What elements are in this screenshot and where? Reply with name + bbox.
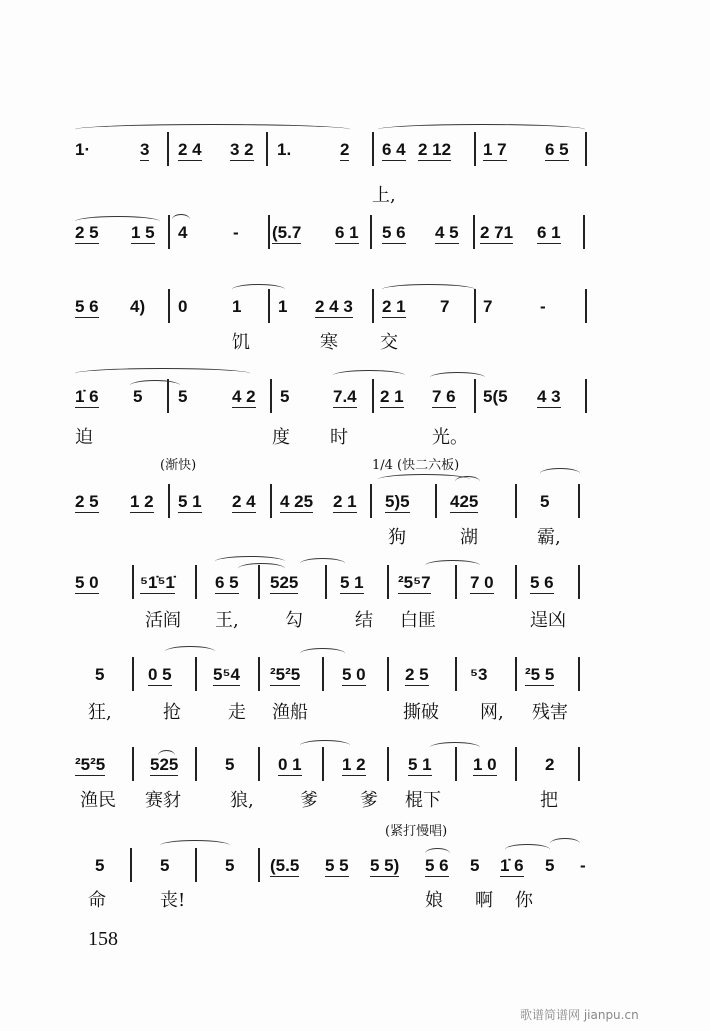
tempo-annotation: 1/4 (快二六板) [372,458,460,473]
barline [167,132,169,166]
barline [270,484,272,518]
note-group: - [233,223,239,242]
tempo-annotation: (渐快) [160,458,197,473]
note-group: (5.7 [272,223,302,242]
note-group: 525 [270,573,299,592]
lyric: 渔船 [272,702,308,723]
note-group: 5 [178,387,188,406]
note-group: 5 0 [75,573,99,592]
slur-mark [130,380,180,391]
note-group: 5)5 [385,492,410,511]
note-group: 5 0 [342,665,366,684]
note-group: 3 2 [230,140,254,159]
lyric: 结 [355,610,373,631]
note-group: 5 [95,665,105,684]
note-group: 5 [540,492,550,511]
barline [372,289,374,323]
note-group: 5 [545,856,555,875]
barline [578,657,580,691]
barline [258,848,260,882]
note-group: 6 5 [545,140,569,159]
note-group: ²5 5 [525,665,555,684]
lyric: 网, [480,702,504,723]
barline [266,132,268,166]
note-group: - [540,297,546,316]
lyric: 时 [330,427,348,448]
slur-mark [172,214,190,225]
lyric: 抢 [163,702,181,723]
note-group: ²5⁵7 [398,573,431,592]
slur-mark [382,284,475,295]
barline [387,747,389,781]
slur-mark [75,124,350,135]
note-group: 5 5 [325,856,349,875]
barline [270,379,272,413]
lyric: 赛豺 [145,790,181,811]
lyric: 光。 [432,427,468,448]
barline [515,565,517,599]
barline [268,215,270,249]
barline [130,848,132,882]
lyric: 上, [372,185,396,206]
note-group: 4 5 [435,223,459,242]
note-group: 4) [130,297,146,316]
note-group: 7 6 [432,387,456,406]
note-group: ²5²5 [270,665,301,684]
barline [195,565,197,599]
barline [168,215,170,249]
note-group: 2 1 [380,387,404,406]
note-group: 5 [133,387,143,406]
barline [387,565,389,599]
note-group: 4 3 [537,387,561,406]
note-group: 1· [75,140,91,159]
lyric: 霸, [537,527,561,548]
note-group: 5 1 [340,573,364,592]
note-group: 6 4 [382,140,406,159]
slur-mark [425,848,450,859]
lyric: 狂, [88,702,112,723]
note-group: 2 5 [75,223,99,242]
slur-mark [550,838,580,849]
slur-mark [75,368,250,379]
note-group: 7 [483,297,493,316]
note-group: 1 5 [131,223,155,242]
slur-mark [430,742,480,753]
barline [132,565,134,599]
lyric: 湖 [460,527,478,548]
note-group: 2 71 [480,223,514,242]
barline [168,484,170,518]
lyric: 命 [88,890,106,911]
note-group: 1 2 [342,755,366,774]
note-group: 5 [160,856,170,875]
note-group: - [580,856,586,875]
note-group: 0 1 [278,755,302,774]
lyric: 逞凶 [530,610,566,631]
note-group: 6 5 [215,573,239,592]
barline [322,747,324,781]
note-group: 1 0 [473,755,497,774]
note-group: 4 2 [232,387,256,406]
barline [578,565,580,599]
lyric: 啊 [475,890,493,911]
barline [372,132,374,166]
lyric: 度 [272,427,290,448]
barline [515,657,517,691]
note-group: 5 6 [75,297,99,316]
note-group: 1 [278,297,288,316]
lyric: 狗 [388,527,406,548]
barline [370,215,372,249]
lyric: 渔民 [80,790,116,811]
barline [583,215,585,249]
note-group: 1 2 [130,492,154,511]
barline [578,484,580,518]
barline [325,565,327,599]
note-group: 2 5 [75,492,99,511]
note-group: 1 [232,297,242,316]
lyric: 寒 [320,332,338,353]
barline [370,484,372,518]
barline [473,215,475,249]
note-group: 1. [277,140,292,159]
barline [258,657,260,691]
lyric: 白匪 [400,610,436,631]
note-group: 5⁵4 [213,665,240,684]
note-group: ²5²5 [75,755,106,774]
note-group: 6 1 [335,223,359,242]
barline [435,484,437,518]
note-group: 4 25 [280,492,314,511]
lyric: 撕破 [403,702,439,723]
barline [195,657,197,691]
note-group: ⁵3 [470,665,488,684]
barline [372,379,374,413]
lyric: 迫 [75,427,93,448]
note-group: 5 [225,856,235,875]
note-group: 5 5) [370,856,400,875]
note-group: 2 12 [418,140,452,159]
barline [387,657,389,691]
note-group: 2 [340,140,350,159]
slur-mark [378,124,585,135]
note-group: 1̇ 6 [500,856,524,875]
barline [132,747,134,781]
barline [515,484,517,518]
note-group: 5 [225,755,235,774]
slur-mark [300,740,350,751]
note-group: 5 6 [530,573,554,592]
note-group: 5 6 [382,223,406,242]
note-group: 4 [178,223,188,242]
note-group: 0 5 [148,665,172,684]
note-group: 2 4 [232,492,256,511]
barline [168,289,170,323]
tempo-annotation: (紧打慢唱) [385,824,448,839]
slur-mark [505,844,550,855]
note-group: 1̇ 6 [75,387,99,406]
lyric: 饥 [232,332,250,353]
note-group: (5.5 [270,856,300,875]
slur-mark [75,216,160,227]
barline [195,848,197,882]
note-group: 2 1 [333,492,357,511]
lyric: 王, [215,610,239,631]
note-group: 5 1 [178,492,202,511]
slur-mark [455,476,480,487]
barline [455,657,457,691]
note-group: 2 4 3 [315,297,353,316]
note-group: 2 [545,755,555,774]
barline [195,747,197,781]
note-group: 2 4 [178,140,202,159]
lyric: 狼, [230,790,254,811]
lyric: 爹 [360,790,378,811]
barline [515,747,517,781]
lyric: 勾 [285,610,303,631]
note-group: 5 6 [425,856,449,875]
lyric: 交 [380,332,398,353]
barline [578,747,580,781]
lyric: 残害 [532,702,568,723]
slur-mark [540,468,580,479]
slur-mark [160,840,230,851]
lyric: 娘 [425,890,443,911]
note-group: 0 [178,297,188,316]
note-group: 3 [140,140,150,159]
note-group: 5 1 [408,755,432,774]
note-group: ⁵1̇⁵1̇ [140,573,175,592]
note-group: 7 0 [470,573,494,592]
lyric: 爹 [300,790,318,811]
note-group: 525 [150,755,179,774]
slur-mark [300,648,345,659]
note-group: 7.4 [333,387,357,406]
lyric: 活阎 [145,610,181,631]
note-group: 1 7 [483,140,507,159]
slur-mark [238,563,285,574]
barline [258,747,260,781]
note-group: 7 [440,297,450,316]
note-group: 5(5 [483,387,508,406]
note-group: 425 [450,492,479,511]
barline [474,132,476,166]
barline [585,289,587,323]
barline [132,657,134,691]
slur-mark [300,558,345,569]
barline [322,657,324,691]
lyric: 走 [228,702,246,723]
page-number: 158 [88,928,118,950]
note-group: 5 [280,387,290,406]
slur-mark [333,370,405,381]
lyric: 丧! [160,890,186,911]
barline [585,132,587,166]
slur-mark [232,284,285,295]
slur-mark [165,646,215,657]
slur-mark [158,750,175,761]
lyric: 棍下 [405,790,441,811]
note-group: 6 1 [537,223,561,242]
barline [585,379,587,413]
watermark: 歌谱简谱网 jianpu.cn [520,1008,639,1022]
note-group: 2 1 [382,297,406,316]
slur-mark [425,560,480,571]
note-group: 5 [470,856,480,875]
lyric: 你 [515,890,533,911]
slur-mark [430,372,485,383]
note-group: 5 [95,856,105,875]
barline [474,379,476,413]
note-group: 2 5 [405,665,429,684]
lyric: 把 [540,790,558,811]
